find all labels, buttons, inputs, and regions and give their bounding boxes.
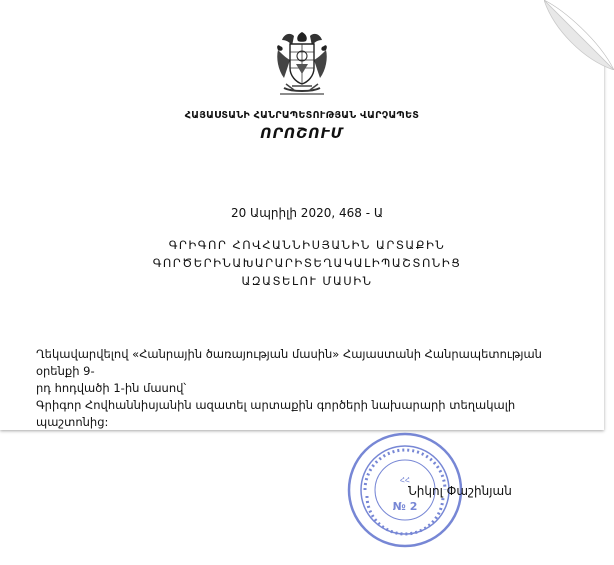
svg-text:ՀՀ: ՀՀ [399,476,411,484]
body-line-3: Գրիգոր Հովհաննիսյանին ազատել արտաքին գործերի նախարարի տեղակալի պաշտոնից: [36,398,516,429]
title-line-1: ԳՐԻԳՈՐ ՀՈՎՀԱՆՆԻՍՅԱՆԻՆ ԱՐՏԱՔԻՆ ԳՈՐԾԵՐԻՆԱԽԱՐԱՐԻՏԵՂԱԿԱԼԻՊԱՇՏՈՆԻՑ [152,238,462,270]
document-title [30,236,584,290]
body-line-1: Ղեկավարվելով «Հանրային ծառայության մասին» Հայաստանի Հանրապետության օրենքի 9- [36,347,542,378]
signatory-name: Նիկոլ Փաշինյան [408,484,512,498]
issuing-office: ՀԱՅԱՍՏԱՆԻ ՀԱՆՐԱՊԵՏՈՒԹՅԱՆ ՎԱՐՉԱՊԵՏ [184,110,420,121]
date-and-number: 20 Ապրիլի 2020, 468 - Ա [230,206,384,220]
body-line-2: րդ հոդվածի 1-ին մասով՝ [36,381,187,395]
title-line-2: ԱԶԱՏԵԼՈՒ ՄԱՍԻՆ [241,274,373,288]
coat-of-arms-emblem [272,28,332,98]
page-curl-corner [544,0,614,70]
document-type-heading: ՈՐՈՇՈՒՄ [260,126,344,142]
decision-body [36,346,576,431]
svg-text:№ 2: № 2 [392,500,418,513]
